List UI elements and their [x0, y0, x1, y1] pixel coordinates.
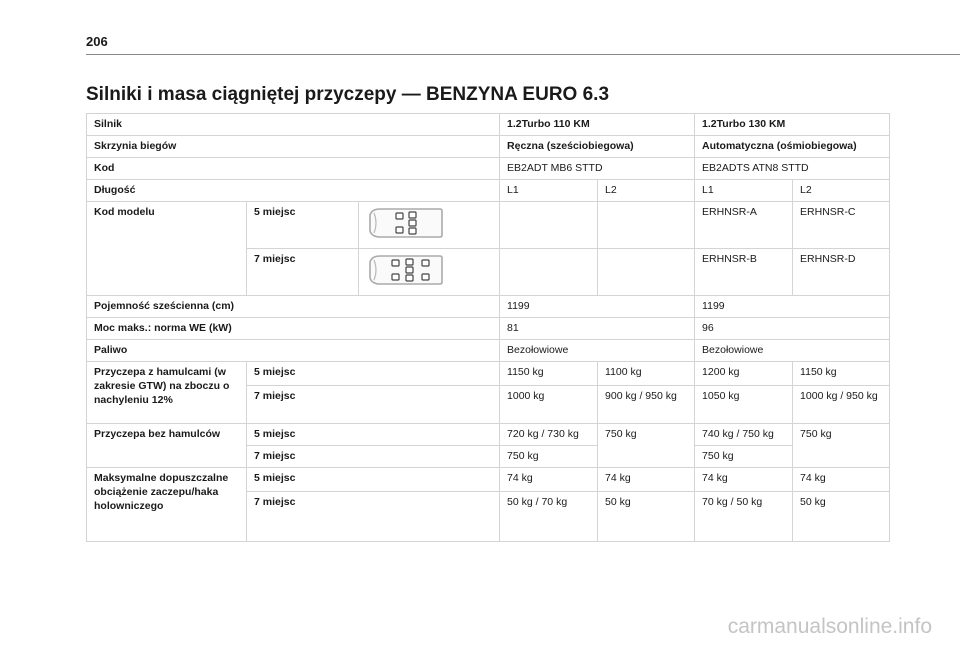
table-row-towbar-load-5 [87, 468, 890, 492]
table-cell: 50 kg / 70 kg [500, 492, 598, 542]
seat-count-label: 5 miejsc [247, 468, 500, 492]
table-cell: 70 kg / 50 kg [695, 492, 793, 542]
table-cell: 74 kg [598, 468, 695, 492]
row-label: Moc maks.: norma WE (kW) [87, 318, 500, 340]
table-cell: 1200 kg [695, 362, 793, 386]
table-cell: 1150 kg [793, 362, 890, 386]
table-cell: EB2ADTS ATN8 STTD [695, 158, 890, 180]
table-cell: 740 kg / 750 kg [695, 424, 793, 446]
page-number: 206 [86, 34, 108, 49]
seat-count-label: 5 miejsc [247, 202, 359, 249]
table-cell: L1 [695, 180, 793, 202]
row-label: Paliwo [87, 340, 500, 362]
row-label: Silnik [87, 114, 500, 136]
table-row-displacement [87, 296, 890, 318]
seat-count-label: 7 miejsc [247, 446, 500, 468]
table-cell: EB2ADT MB6 STTD [500, 158, 695, 180]
table-cell: 750 kg [598, 424, 695, 468]
seat-count-label: 5 miejsc [247, 424, 500, 446]
table-row-code [87, 158, 890, 180]
table-cell: 1050 kg [695, 386, 793, 424]
table-cell: 1199 [695, 296, 890, 318]
table-cell: 1000 kg / 950 kg [793, 386, 890, 424]
row-label: Maksymalne dopuszczalne obciążenie zaczepu/haka holowniczego [87, 468, 247, 542]
row-label: Pojemność sześcienna (cm) [87, 296, 500, 318]
row-label: Kod [87, 158, 500, 180]
table-cell: Ręczna (sześciobiegowa) [500, 136, 695, 158]
table-cell: 900 kg / 950 kg [598, 386, 695, 424]
row-label: Przyczepa z hamulcami (w zakresie GTW) na zboczu o nachyleniu 12% [87, 362, 247, 424]
table-cell [500, 249, 598, 296]
table-cell [598, 202, 695, 249]
watermark: carmanualsonline.info [727, 615, 932, 638]
table-cell: Automatyczna (ośmiobiegowa) [695, 136, 890, 158]
table-cell: 750 kg [695, 446, 793, 468]
five-seat-layout-icon [366, 205, 444, 241]
table-row-fuel [87, 340, 890, 362]
table-cell: L2 [793, 180, 890, 202]
table-cell: ERHNSR-B [695, 249, 793, 296]
table-cell: 74 kg [793, 468, 890, 492]
table-cell: ERHNSR-C [793, 202, 890, 249]
table-cell: 720 kg / 730 kg [500, 424, 598, 446]
seat-count-label: 7 miejsc [247, 492, 500, 542]
table-cell: 74 kg [695, 468, 793, 492]
table-row-power [87, 318, 890, 340]
table-row-length [87, 180, 890, 202]
table-row-unbraked-trailer-5 [87, 424, 890, 446]
table-cell: Bezołowiowe [695, 340, 890, 362]
page-title: Silniki i masa ciągniętej przyczepy — BENZYNA EURO 6.3 [86, 84, 610, 105]
table-cell: 1.2Turbo 110 KM [500, 114, 695, 136]
header-rule [86, 54, 960, 55]
table-cell: L1 [500, 180, 598, 202]
table-cell: 1.2Turbo 130 KM [695, 114, 890, 136]
table-cell: 1199 [500, 296, 695, 318]
table-cell: 50 kg [598, 492, 695, 542]
table-cell: Bezołowiowe [500, 340, 695, 362]
table-cell: 50 kg [793, 492, 890, 542]
table-cell: 74 kg [500, 468, 598, 492]
table-cell: 1000 kg [500, 386, 598, 424]
seat-count-label: 7 miejsc [247, 386, 500, 424]
table-row-gearbox [87, 136, 890, 158]
engine-spec-table [86, 113, 890, 542]
table-cell: 750 kg [500, 446, 598, 468]
row-label: Przyczepa bez hamulców [87, 424, 247, 468]
row-label: Kod modelu [87, 202, 247, 296]
table-row-engine [87, 114, 890, 136]
seat-count-label: 7 miejsc [247, 249, 359, 296]
table-cell: 1100 kg [598, 362, 695, 386]
table-cell [598, 249, 695, 296]
table-cell: ERHNSR-D [793, 249, 890, 296]
seven-seat-layout-cell [359, 249, 500, 296]
seat-count-label: 5 miejsc [247, 362, 500, 386]
five-seat-layout-cell [359, 202, 500, 249]
table-cell: 81 [500, 318, 695, 340]
row-label: Długość [87, 180, 500, 202]
table-row-model-code-5 [87, 202, 890, 249]
table-cell: 750 kg [793, 424, 890, 468]
table-cell: 96 [695, 318, 890, 340]
table-cell: ERHNSR-A [695, 202, 793, 249]
table-cell: 1150 kg [500, 362, 598, 386]
row-label: Skrzynia biegów [87, 136, 500, 158]
seven-seat-layout-icon [366, 252, 444, 288]
table-cell: L2 [598, 180, 695, 202]
table-row-braked-trailer-5 [87, 362, 890, 386]
table-cell [500, 202, 598, 249]
